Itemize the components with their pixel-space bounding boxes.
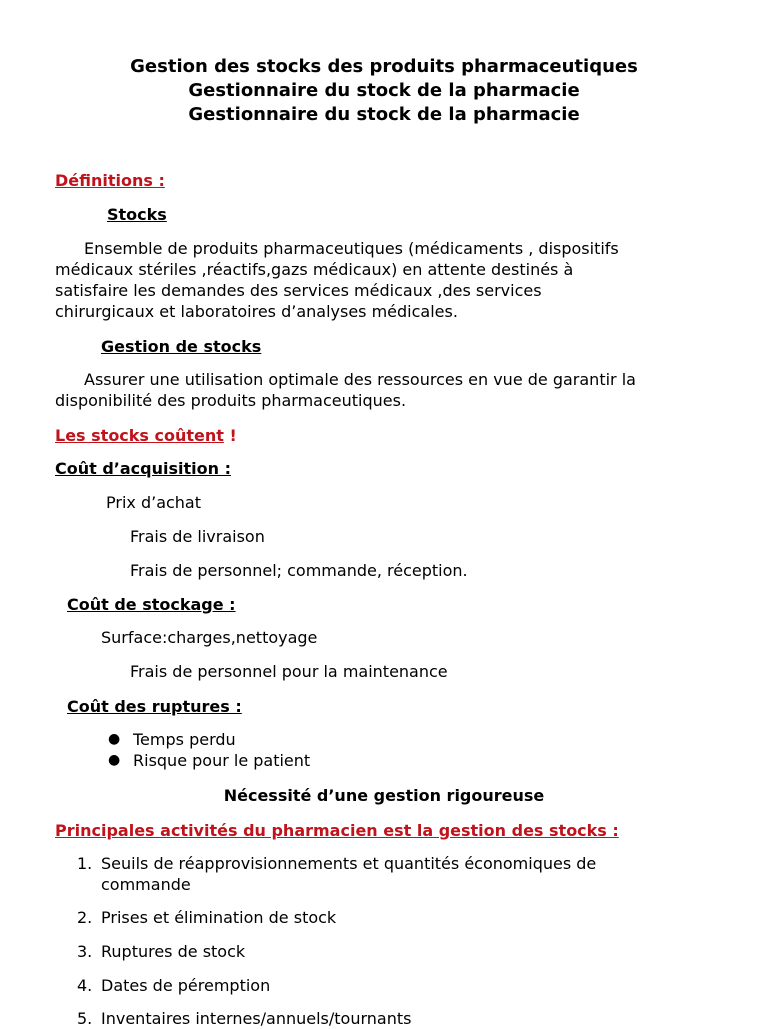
activity-item-4-text: Dates de péremption — [101, 976, 271, 995]
stockage-heading: Coût de stockage : — [67, 595, 236, 614]
activity-item-1-line-1: Seuils de réapprovisionnements et quantités économiques de — [101, 854, 597, 873]
stocks-heading: Stocks — [107, 205, 167, 224]
activity-number: 3. — [77, 942, 93, 961]
acquisition-heading: Coût d’acquisition : — [55, 459, 231, 478]
activity-number: 2. — [77, 908, 93, 927]
bullet-icon: ● — [108, 731, 121, 747]
activities-heading: Principales activités du pharmacien est la gestion des stocks : — [55, 821, 619, 840]
necessity-heading: Nécessité d’une gestion rigoureuse — [223, 786, 545, 805]
stockage-item-2: Frais de personnel pour la maintenance — [130, 662, 448, 681]
activity-item-2-text: Prises et élimination de stock — [101, 908, 337, 927]
gestion-stocks-text-line-1: Assurer une utilisation optimale des ressources en vue de garantir la — [84, 370, 636, 389]
activity-item-3-text: Ruptures de stock — [101, 942, 246, 961]
cost-heading — [55, 425, 237, 446]
ruptures-bullet-2-text: Risque pour le patient — [133, 751, 311, 770]
stocks-text-line-4: chirurgicaux et laboratoires d’analyses médicales. — [55, 302, 458, 321]
activity-number: 5. — [77, 1009, 93, 1028]
ruptures-bullet-1-text: Temps perdu — [133, 730, 236, 749]
stocks-text-line-3: satisfaire les demandes des services médicaux ,des services — [55, 281, 542, 300]
activity-number: 1. — [77, 854, 93, 873]
activity-number: 4. — [77, 976, 93, 995]
gestion-stocks-text-line-2: disponibilité des produits pharmaceutiques. — [55, 391, 407, 410]
cost-heading-rest: ! — [223, 426, 237, 445]
bullet-icon: ● — [108, 752, 121, 768]
title-line-1: Gestion des stocks des produits pharmaceutiques — [130, 56, 638, 77]
cost-heading-red: Les stocks coûtent — [55, 426, 224, 445]
stocks-text-line-1: Ensemble de produits pharmaceutiques (médicaments , dispositifs — [84, 239, 619, 258]
definitions-heading: Définitions : — [55, 171, 165, 190]
title-line-3: Gestionnaire du stock de la pharmacie — [188, 104, 580, 125]
title-line-2: Gestionnaire du stock de la pharmacie — [188, 80, 580, 101]
stocks-text-line-2: médicaux stériles ,réactifs,gazs médicaux) en attente destinés à — [55, 260, 574, 279]
acquisition-item-1: Prix d’achat — [106, 493, 202, 512]
acquisition-item-3: Frais de personnel; commande, réception. — [130, 561, 468, 580]
acquisition-item-2: Frais de livraison — [130, 527, 265, 546]
activity-item-1-line-2: commande — [101, 875, 191, 894]
stockage-item-1: Surface:charges,nettoyage — [101, 628, 318, 647]
gestion-stocks-heading: Gestion de stocks — [101, 337, 262, 356]
activity-item-5-text: Inventaires internes/annuels/tournants — [101, 1009, 412, 1028]
ruptures-heading: Coût des ruptures : — [67, 697, 242, 716]
